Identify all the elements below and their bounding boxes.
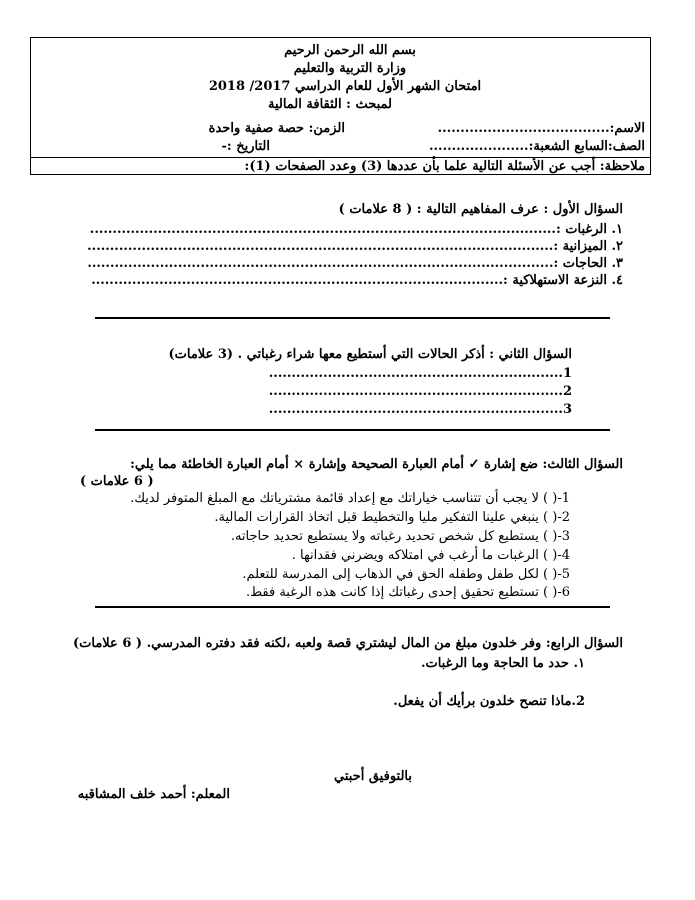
q1-item: ٤. النزعة الاستهلاكية :...........................................................................................: [91, 273, 623, 288]
q3-marks: ( 6 علامات ): [80, 474, 154, 489]
date-field: التاريخ :-: [221, 139, 270, 154]
q3-item: 3-( ) يستطيع كل شخص تحديد رغباته ولا يستطيع تحديد حاجاته.: [230, 529, 570, 544]
good-luck-text: بالتوفيق أحبتي: [333, 769, 412, 784]
class-field: الصف:السابع الشعبة:......................: [429, 139, 645, 154]
section-divider: [95, 606, 610, 608]
q4-title: السؤال الرابع: وفر خلدون مبلغ من المال ليشتري قصة ولعبه ،لكنه فقد دفتره المدرسي. ( 6 علامات): [72, 636, 623, 651]
exam-note: ملاحظة: أجب عن الأسئلة التالية علما بأن عددها (3) وعدد الصفحات (1):: [244, 159, 645, 174]
section-divider: [95, 317, 610, 319]
q3-item: 1-( ) لا يجب أن تتناسب خياراتك مع إعداد قائمة مشترياتك مع المبلغ المتوفر لديك.: [130, 491, 570, 506]
q2-item: 1.................................................................: [268, 366, 572, 381]
q2-title: السؤال الثاني : أذكر الحالات التي أستطيع معها شراء رغباتي . (3 علامات): [168, 347, 572, 362]
q1-title: السؤال الأول : عرف المفاهيم التالية : ( 8 علامات ): [338, 202, 623, 217]
exam-title: امتحان الشهر الأول للعام الدراسي 2017/ 2018: [208, 79, 482, 94]
basmala: بسم الله الرحمن الرحيم: [284, 43, 416, 58]
header-divider: [30, 157, 651, 158]
time-field: الزمن: حصة صفية واحدة: [208, 121, 345, 136]
q1-item: ٢. الميزانية :.......................................................................................................: [87, 239, 623, 254]
q3-title: السؤال الثالث: ضع إشارة ✓ أمام العبارة الصحيحة وإشارة × أمام العبارة الخاطئة مما يلي:: [130, 457, 623, 472]
subject-title: لمبحث : الثقافة المالية: [267, 97, 393, 112]
section-divider: [95, 429, 610, 431]
q3-item: 5-( ) لكل طفل وطفله الحق في الذهاب إلى المدرسة للتعلم.: [242, 567, 570, 582]
q2-item: 2.................................................................: [268, 384, 572, 399]
name-field: الاسم:......................................: [437, 121, 645, 136]
ministry-title: وزارة التربية والتعليم: [293, 61, 407, 76]
q3-item: 2-( ) ينبغي علينا التفكير مليا والتخطيط قبل اتخاذ القرارات المالية.: [214, 510, 570, 525]
q3-item: 4-( ) الرغبات ما أرغب في امتلاكه ويضرني فقدانها .: [291, 548, 570, 563]
teacher-name: المعلم: أحمد خلف المشاقبه: [77, 787, 230, 802]
q1-item: ١. الرغبات :.......................................................................................................: [89, 222, 623, 237]
q2-item: 3.................................................................: [268, 402, 572, 417]
q1-item: ٣. الحاجات :.......................................................................................................: [87, 256, 623, 271]
q4-item: ١. حدد ما الحاجة وما الرغبات.: [420, 656, 585, 671]
q3-item: 6-( ) تستطيع تحقيق إحدى رغباتك إذا كانت هذه الرغبة فقط.: [245, 585, 570, 600]
q4-item: 2.ماذا تنصح خلدون برأيك أن يفعل.: [393, 694, 585, 709]
